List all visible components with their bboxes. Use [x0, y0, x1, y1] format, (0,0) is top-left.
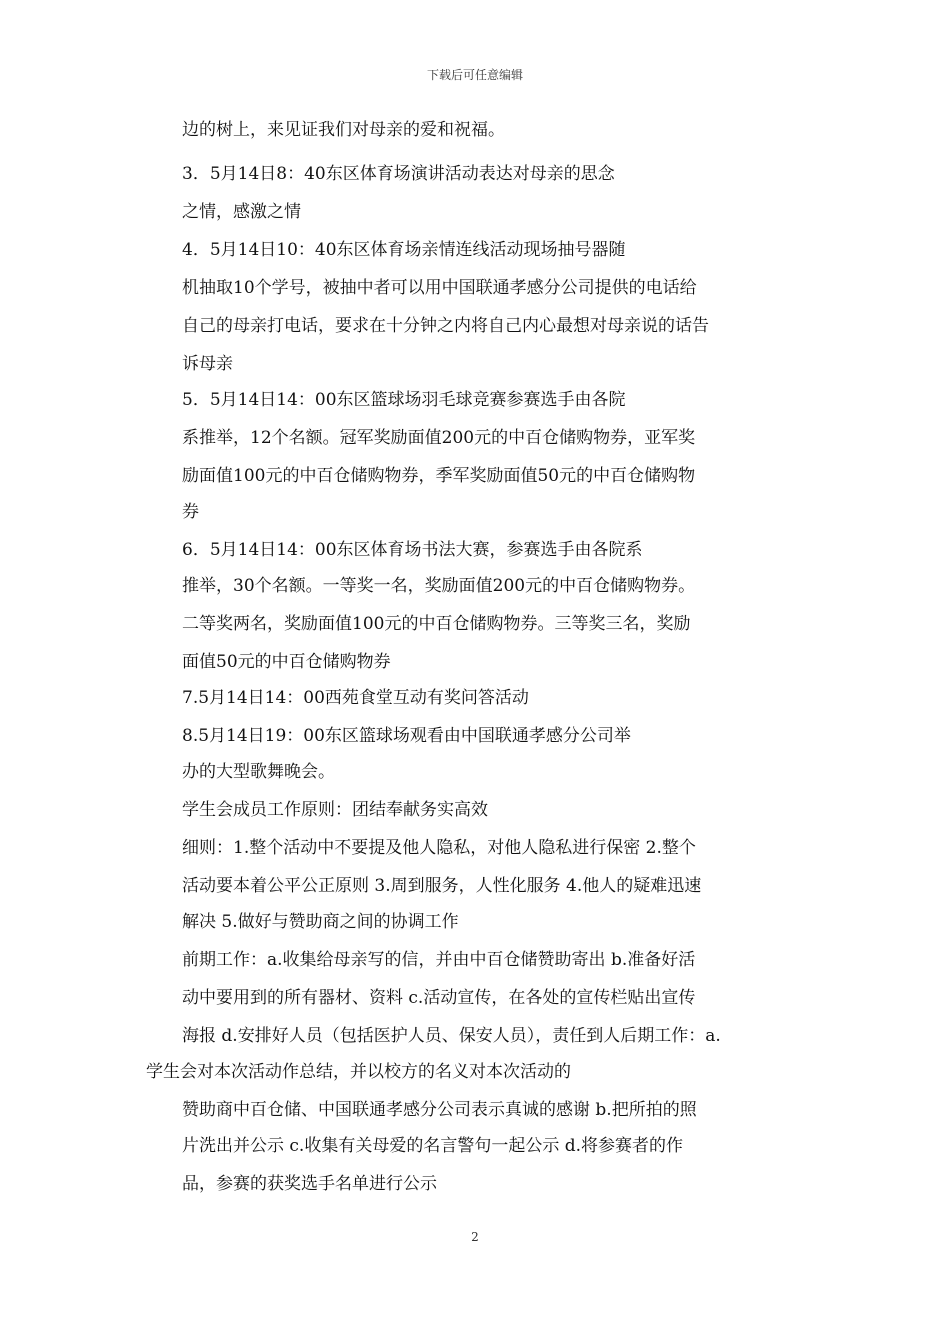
text-line: 片洗出并公示 c.收集有关母爱的名言警句一起公示 d.将参赛者的作 [182, 1136, 684, 1156]
text-line: 面值50元的中百仓储购物券 [182, 652, 391, 672]
text-line: 前期工作：a.收集给母亲写的信，并由中百仓储赞助寄出 b.准备好活 [182, 950, 696, 970]
text-line: 二等奖两名，奖励面值100元的中百仓储购物券。三等奖三名，奖励 [182, 614, 691, 634]
page-number: 2 [471, 1230, 479, 1244]
text-line: 励面值100元的中百仓储购物券，季军奖励面值50元的中百仓储购物 [182, 466, 696, 486]
text-line: 7.5月14日14：00西苑食堂互动有奖问答活动 [182, 688, 529, 708]
text-line: 活动要本着公平公正原则 3.周到服务，人性化服务 4.他人的疑难迅速 [182, 876, 702, 896]
text-line: 动中要用到的所有器材、资料 c.活动宣传，在各处的宣传栏贴出宣传 [182, 988, 696, 1008]
text-line: 学生会成员工作原则：团结奉献务实高效 [182, 800, 488, 820]
text-line: 系推举，12个名额。冠军奖励面值200元的中百仓储购物券，亚军奖 [182, 428, 696, 448]
text-line: 自己的母亲打电话，要求在十分钟之内将自己内心最想对母亲说的话告 [182, 316, 709, 336]
text-line: 6．5月14日14：00东区体育场书法大赛，参赛选手由各院系 [182, 540, 643, 560]
text-line: 品，参赛的获奖选手名单进行公示 [182, 1174, 437, 1194]
text-line: 赞助商中百仓储、中国联通孝感分公司表示真诚的感谢 b.把所拍的照 [182, 1100, 697, 1120]
text-line: 解决 5.做好与赞助商之间的协调工作 [182, 912, 459, 932]
text-line: 8.5月14日19：00东区篮球场观看由中国联通孝感分公司举 [182, 726, 631, 746]
text-line: 机抽取10个学号，被抽中者可以用中国联通孝感分公司提供的电话给 [182, 278, 697, 298]
text-line: 细则：1.整个活动中不要提及他人隐私，对他人隐私进行保密 2.整个 [182, 838, 696, 858]
text-line: 办的大型歌舞晚会。 [182, 762, 335, 782]
text-line: 之情，感激之情 [182, 202, 301, 222]
text-line: 4．5月14日10：40东区体育场亲情连线活动现场抽号器随 [182, 240, 626, 260]
text-line: 学生会对本次活动作总结，并以校方的名义对本次活动的 [146, 1062, 571, 1082]
text-line: 3．5月14日8：40东区体育场演讲活动表达对母亲的思念 [182, 164, 615, 184]
page-header: 下载后可任意编辑 [426, 68, 523, 82]
text-line: 券 [182, 502, 199, 522]
text-line: 海报 d.安排好人员（包括医护人员、保安人员），责任到人后期工作：a. [182, 1026, 721, 1046]
text-line: 诉母亲 [182, 354, 233, 374]
text-line: 推举，30个名额。一等奖一名，奖励面值200元的中百仓储购物券。 [182, 576, 696, 596]
text-line: 5．5月14日14：00东区篮球场羽毛球竞赛参赛选手由各院 [182, 390, 626, 410]
text-line: 边的树上，来见证我们对母亲的爱和祝福。 [182, 120, 505, 140]
